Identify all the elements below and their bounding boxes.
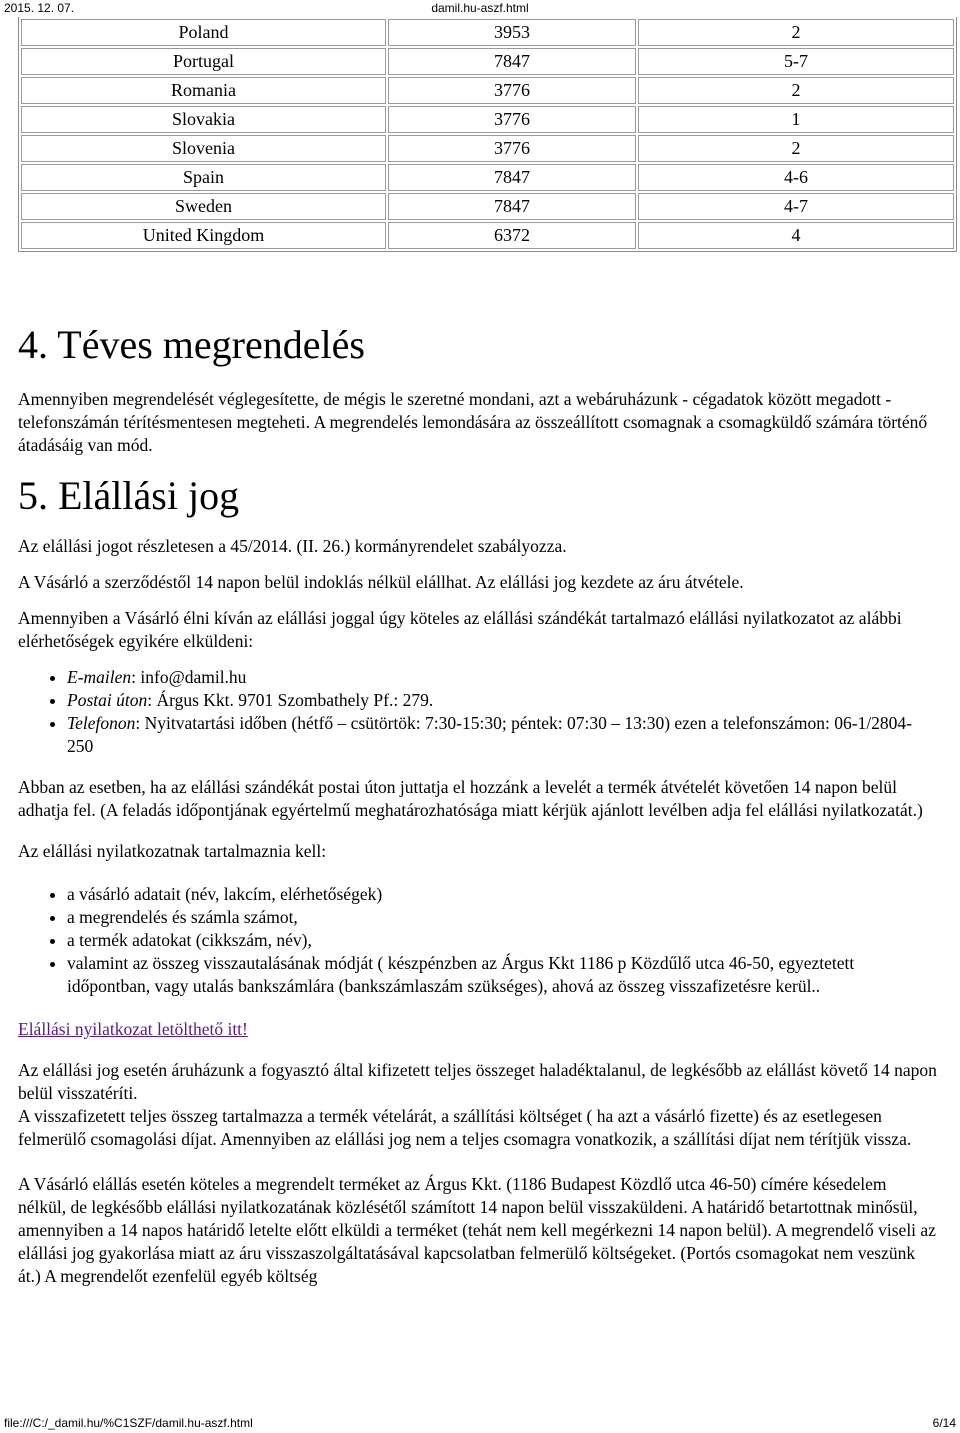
contact-value: : Árgus Kkt. 9701 Szombathely Pf.: 279. [147,690,434,710]
contact-value: : Nyitvatartási időben (hétfő – csütörtök: 7:30-15:30; péntek: 07:30 – 13:30) ezen a telefonszámon: 06-1/2804-250 [67,713,913,756]
price-cell: 6372 [388,222,636,249]
table-row [21,164,954,191]
shipping-table [18,17,957,252]
country-cell: Sweden [21,193,386,220]
table-row [21,222,954,249]
table-row [21,135,954,162]
days-cell: 4-6 [638,164,954,191]
list-item: • a termék adatokat (cikkszám, név), [67,929,938,952]
download-link[interactable]: Elállási nyilatkozat letölthető itt! [18,1019,248,1039]
contact-phone [67,712,938,758]
days-cell: 4 [638,222,954,249]
table-row [21,19,954,46]
list-item: • a megrendelés és számla számot, [67,906,938,929]
download-link-row [18,1018,938,1041]
price-cell: 3776 [388,106,636,133]
section4-heading: 4. Téves megrendelés [18,322,365,367]
contact-label: Postai úton [67,690,148,710]
price-cell: 7847 [388,48,636,75]
table-row [21,77,954,104]
section5-p3: Amennyiben a Vásárló élni kíván az elállási joggal úgy köteles az elállási szándékát tartalmazó elállási nyilatkozatot az alábbi elérhetőségek egyikére elküldeni: [18,608,902,651]
country-cell: United Kingdom [21,222,386,249]
price-cell: 3776 [388,77,636,104]
days-cell: 4-7 [638,193,954,220]
contact-list [18,666,938,758]
contact-label: Telefonon [67,713,136,733]
country-cell: Slovakia [21,106,386,133]
section5-heading: 5. Elállási jog [18,473,240,518]
contact-post [67,689,938,712]
list-item: • a vásárló adatait (név, lakcím, elérhetőségek) [67,883,938,906]
days-cell: 2 [638,19,954,46]
table-row [21,48,954,75]
print-title: damil.hu-aszf.html [431,1,529,15]
section5-p7: A visszafizetett teljes összeg tartalmazza a termék vételárát, a szállítási költséget ( ha azt a vásárló fizette) és az esetlegesen felmerülő csomagolási díjat. Amennyiben az elállási jog nem a teljes csomagra vonatkozik, a szállítási díjat nem térítjük vissza. [18,1106,912,1149]
days-cell: 1 [638,106,954,133]
requirements-list [18,883,938,998]
country-cell: Portugal [21,48,386,75]
country-cell: Romania [21,77,386,104]
main-content [18,318,938,1288]
page-number: 6/14 [932,1416,956,1430]
country-cell: Poland [21,19,386,46]
section5-p2: A Vásárló a szerződéstől 14 napon belül indoklás nélkül elállhat. Az elállási jog kezdete az áru átvétele. [18,572,744,592]
print-date: 2015. 12. 07. [4,1,75,15]
section4-paragraph: Amennyiben megrendelését véglegesítette, de mégis le szeretné mondani, azt a webáruházunk - cégadatok között megadott - telefonszámán térítésmentesen megteheti. A megrendelés lemondására az összeállított csomagnak a csomagküldő számára történő átadásáig van mód. [18,389,928,455]
contact-email [67,666,938,689]
contact-label: E-mailen [67,667,132,687]
list-item: • valamint az összeg visszautalásának módját ( készpénzben az Árgus Kkt 1186 p Közdűlő utca 46-50, egyeztetett időpontban, vagy utalás bankszámlára (bankszámlaszám szükséges), ahová az összeg visszafizetésre kerül.. [67,952,938,998]
print-footer [0,1415,960,1431]
price-cell: 3953 [388,19,636,46]
section5-p5: Az elállási nyilatkozatnak tartalmaznia kell: [18,841,327,861]
section5-p4: Abban az esetben, ha az elállási szándékát postai úton juttatja el hozzánk a levelét a termék átvételét követően 14 napon belül adhatja fel. (A feladás időpontjának egyértelmű meghatározhatósága miatt kérjük ajánlott levélben adja fel elállási nyilatkozatát.) [18,777,923,820]
price-cell: 7847 [388,164,636,191]
table-row [21,193,954,220]
days-cell: 5-7 [638,48,954,75]
print-path: file:///C:/_damil.hu/%C1SZF/damil.hu-aszf.html [4,1416,253,1430]
price-cell: 3776 [388,135,636,162]
print-header [0,0,960,16]
price-cell: 7847 [388,193,636,220]
contact-value: : info@damil.hu [131,667,247,687]
country-cell: Slovenia [21,135,386,162]
section5-p6: Az elállási jog esetén áruházunk a fogyasztó által kifizetett teljes összeget haladéktalanul, de legkésőbb az elállást követő 14 napon belül visszatéríti. [18,1060,937,1103]
section5-p1: Az elállási jogot részletesen a 45/2014. (II. 26.) kormányrendelet szabályozza. [18,536,567,556]
table-row [21,106,954,133]
days-cell: 2 [638,135,954,162]
country-cell: Spain [21,164,386,191]
section5-p8: A Vásárló elállás esetén köteles a megrendelt terméket az Árgus Kkt. (1186 Budapest Közdlő utca 46-50) címére késedelem nélkül, de legkésőbb elállási nyilatkozatának közlésétől számított 14 napon belül visszaküldeni. A határidő betartottnak minősül, amennyiben a 14 napos határidő letelte előtt elküldi a terméket (tehát nem kell megérkezni 14 napon belül). A megrendelő viseli az elállási jog gyakorlása miatt az áru visszaszolgáltatásával kapcsolatban felmerülő költségeket. (Portós csomagokat nem veszünk át.) A megrendelőt ezenfelül egyéb költség [18,1174,936,1286]
days-cell: 2 [638,77,954,104]
